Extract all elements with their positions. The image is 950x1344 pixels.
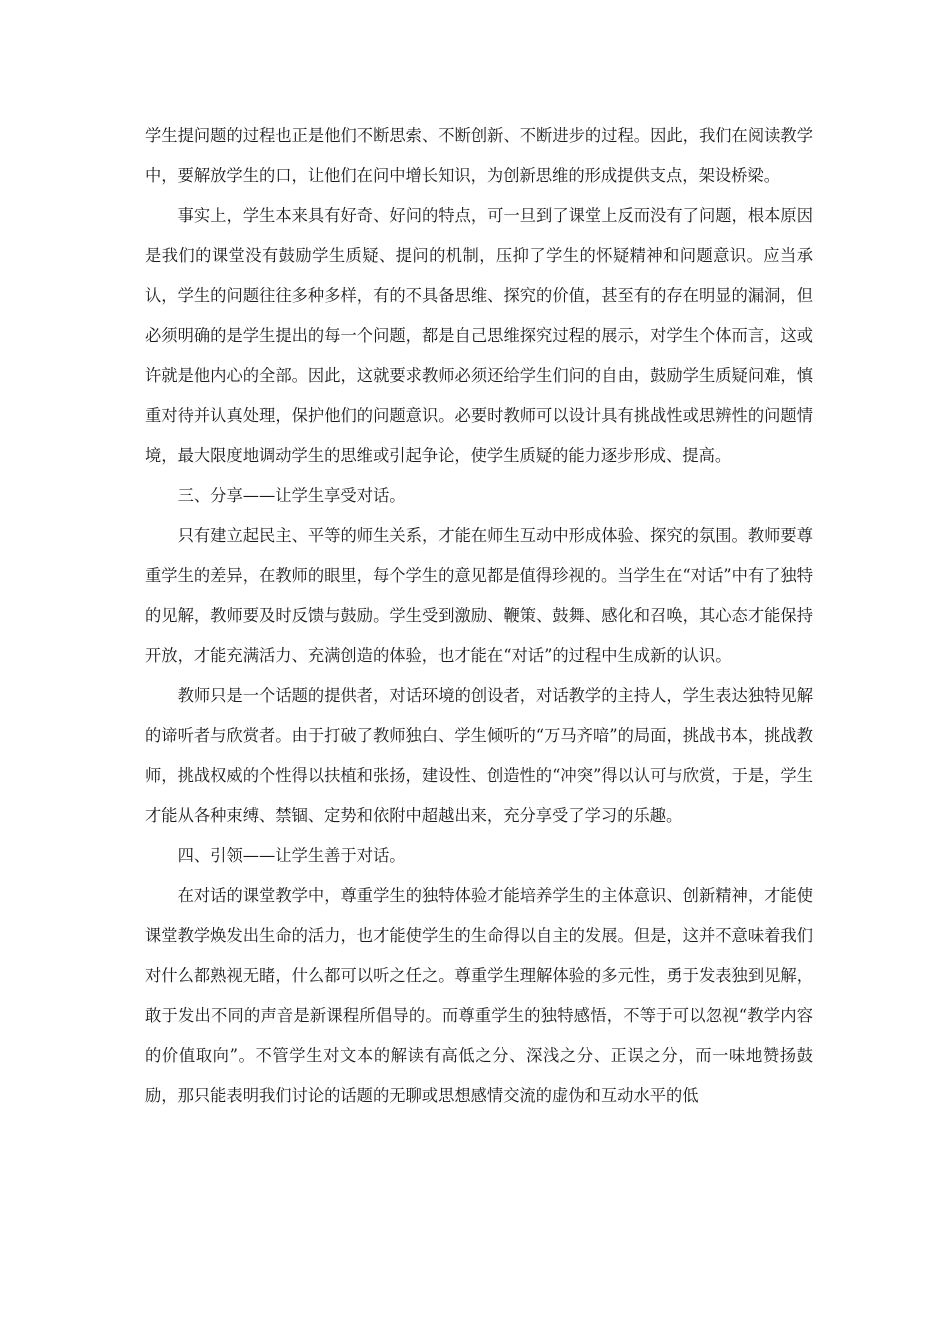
document-body — [145, 116, 813, 1116]
paragraph-5: 教师只是一个话题的提供者，对话环境的创设者，对话教学的主持人，学生表达独特见解的谛听者与欣赏者。由于打破了教师独白、学生倾听的“万马齐喑”的局面，挑战书本，挑战教师，挑战权威的个性得以扶植和张扬，建设性、创造性的“冲突”得以认可与欣赏，于是，学生才能从各种束缚、禁锢、定势和依附中超越出来，充分享受了学习的乐趣。 — [145, 686, 813, 825]
section-heading-3: 三、分享——让学生享受对话。 — [177, 486, 406, 505]
paragraph-7: 在对话的课堂教学中，尊重学生的独特体验才能培养学生的主体意识、创新精神，才能使课堂教学焕发出生命的活力，也才能使学生的生命得以自主的发展。但是，这并不意味着我们对什么都熟视无睹，什么都可以听之任之。尊重学生理解体验的多元性，勇于发表独到见解，敢于发出不同的声音是新课程所倡导的。而尊重学生的独特感悟，不等于可以忽视“教学内容的价值取向”。不管学生对文本的解读有高低之分、深浅之分、正误之分，而一味地赞扬鼓励，那只能表明我们讨论的话题的无聊或思想感情交流的虚伪和互动水平的低 — [145, 886, 813, 1105]
paragraph-1: 学生提问题的过程也正是他们不断思索、不断创新、不断进步的过程。因此，我们在阅读教学中，要解放学生的口，让他们在问中增长知识，为创新思维的形成提供支点，架设桥梁。 — [145, 126, 813, 185]
paragraph-4: 只有建立起民主、平等的师生关系，才能在师生互动中形成体验、探究的氛围。教师要尊重学生的差异，在教师的眼里，每个学生的意见都是值得珍视的。当学生在“对话”中有了独特的见解，教师要及时反馈与鼓励。学生受到激励、鞭策、鼓舞、感化和召唤，其心态才能保持开放，才能充满活力、充满创造的体验，也才能在“对话”的过程中生成新的认识。 — [145, 526, 813, 665]
paragraph-2: 事实上，学生本来具有好奇、好问的特点，可一旦到了课堂上反而没有了问题，根本原因是我们的课堂没有鼓励学生质疑、提问的机制，压抑了学生的怀疑精神和问题意识。应当承认，学生的问题往往多种多样，有的不具备思维、探究的价值，甚至有的存在明显的漏洞，但必须明确的是学生提出的每一个问题，都是自己思维探究过程的展示，对学生个体而言，这或许就是他内心的全部。因此，这就要求教师必须还给学生们问的自由，鼓励学生质疑问难，慎重对待并认真处理，保护他们的问题意识。必要时教师可以设计具有挑战性或思辨性的问题情境，最大限度地调动学生的思维或引起争论，使学生质疑的能力逐步形成、提高。 — [145, 206, 813, 465]
section-heading-4: 四、引领——让学生善于对话。 — [177, 846, 406, 865]
